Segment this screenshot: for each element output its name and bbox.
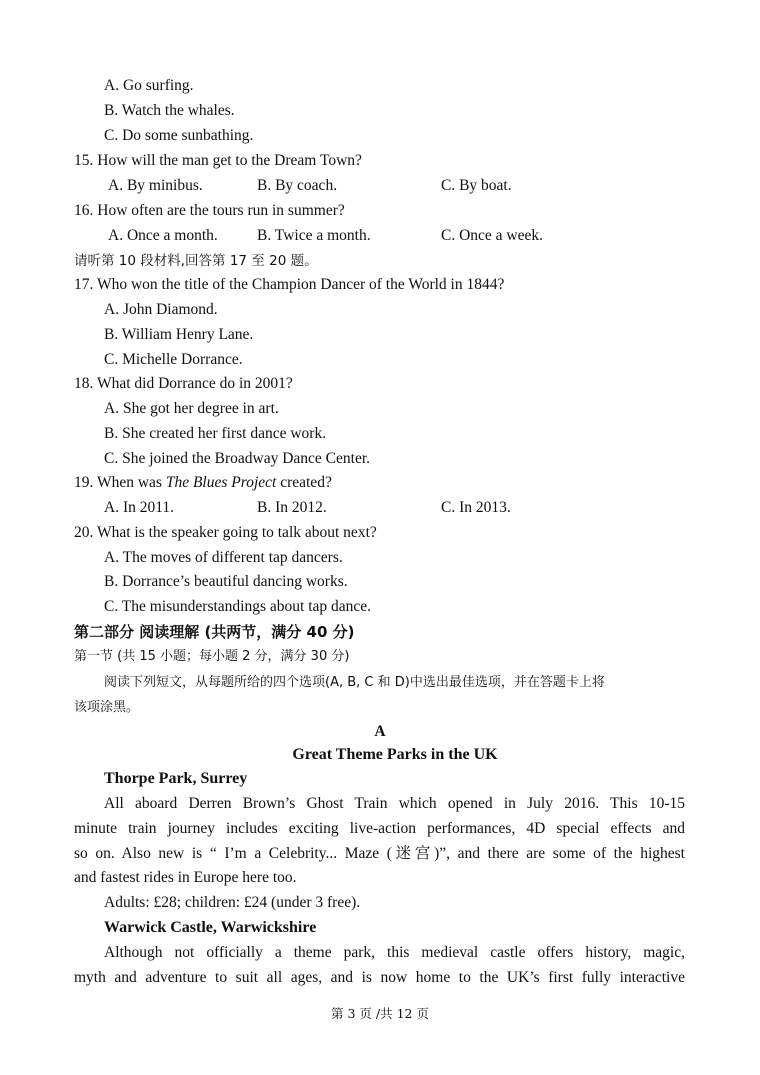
q20-question: 20. What is the speaker going to talk about next? (74, 524, 377, 541)
q17-option-a: A. John Diamond. (104, 301, 218, 318)
warwick-heading: Warwick Castle, Warwickshire (104, 919, 317, 936)
q15-option-b: B. By coach. (257, 177, 338, 194)
q18-option-a: A. She got her degree in art. (104, 400, 279, 417)
q15-option-c: C. By boat. (441, 177, 512, 194)
q17-option-c: C. Michelle Dorrance. (104, 351, 243, 368)
q19-option-a: A. In 2011. (104, 499, 175, 516)
q18-option-c: C. She joined the Broadway Dance Center. (104, 450, 371, 467)
q17-question: 17. Who won the title of the Champion Dancer of the World in 1844? (74, 276, 505, 293)
passage-letter: A (374, 723, 386, 740)
thorpe-price: Adults: £28; children: £24 (under 3 free). (104, 894, 361, 911)
q14-option-b: B. Watch the whales. (104, 102, 235, 119)
q19-suffix: created? (276, 474, 332, 491)
q16-question: 16. How often are the tours run in summer? (74, 202, 345, 219)
q20-option-b: B. Dorrance’s beautiful dancing works. (104, 573, 348, 590)
q14-option-c: C. Do some sunbathing. (104, 127, 254, 144)
q19-work-title: The Blues Project (165, 474, 277, 491)
thorpe-heading: Thorpe Park, Surrey (104, 770, 248, 787)
section1-heading: 第一节 (共 15 小题；每小题 2 分，满分 30 分) (74, 649, 350, 664)
q14-option-a: A. Go surfing. (104, 77, 194, 94)
q15-option-a: A. By minibus. (108, 177, 203, 194)
q16-option-a: A. Once a month. (108, 227, 218, 244)
part2-heading: 第二部分 阅读理解 (共两节，满分 40 分) (74, 623, 355, 641)
thorpe-line-3: so on. Also new is “ I’m a Celebrity... Maze (迷宫)”, and there are some of the highest (74, 845, 685, 862)
q16-option-b: B. Twice a month. (257, 227, 371, 244)
reading-instruction-line2: 该项涂黑。 (74, 700, 140, 715)
q18-option-b: B. She created her first dance work. (104, 425, 327, 442)
listening-instruction: 请听第 10 段材料,回答第 17 至 20 题。 (74, 253, 318, 269)
q18-question: 18. What did Dorrance do in 2001? (74, 375, 293, 392)
thorpe-line-4: and fastest rides in Europe here too. (74, 869, 297, 886)
reading-instruction-line1: 阅读下列短文，从每题所给的四个选项(A, B, C 和 D)中选出最佳选项，并在答题卡上将 (104, 675, 605, 690)
warwick-line-1: Although not officially a theme park, this medieval castle offers history, magic, (104, 944, 685, 961)
q19-question (74, 473, 332, 493)
page-footer: 第 3 页 /共 12 页 (331, 1006, 429, 1021)
warwick-line-2: myth and adventure to suit all ages, and is now home to the UK’s first fully interactive (74, 969, 685, 986)
q17-option-b: B. William Henry Lane. (104, 326, 254, 343)
thorpe-line-2: minute train journey includes exciting live-action performances, 4D special effects and (74, 820, 685, 837)
q20-option-c: C. The misunderstandings about tap dance. (104, 598, 372, 615)
q19-prefix: 19. When was (74, 474, 166, 491)
q19-option-b: B. In 2012. (257, 499, 327, 516)
q16-option-c: C. Once a week. (441, 227, 543, 244)
passage-title: Great Theme Parks in the UK (292, 746, 498, 763)
q19-option-c: C. In 2013. (441, 499, 511, 516)
q20-option-a: A. The moves of different tap dancers. (104, 549, 343, 566)
q15-question: 15. How will the man get to the Dream Town? (74, 152, 362, 169)
thorpe-line-1: All aboard Derren Brown’s Ghost Train which opened in July 2016. This 10-15 (104, 795, 685, 812)
